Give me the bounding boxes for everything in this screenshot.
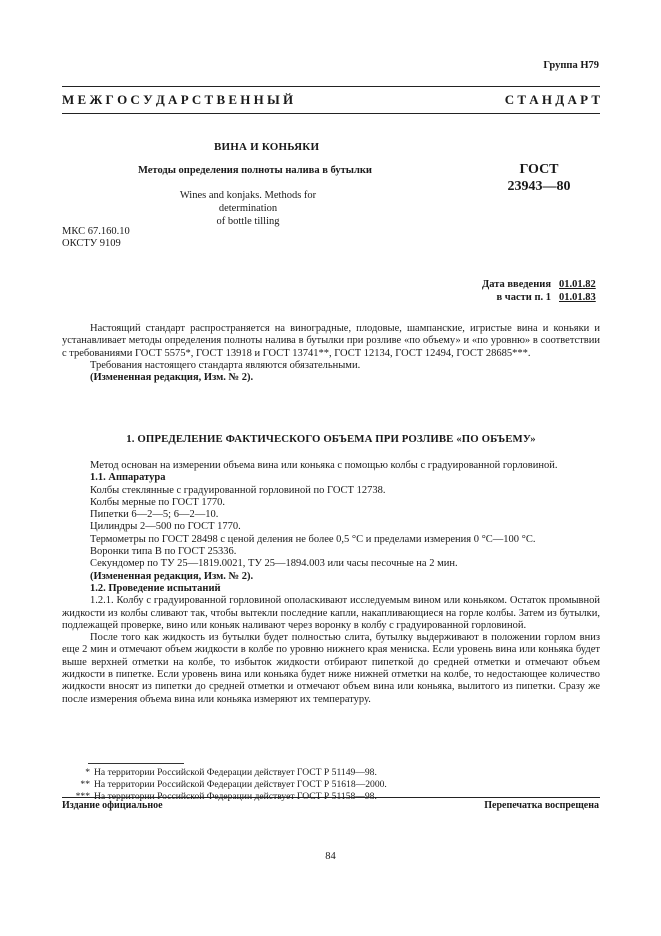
intro-date-value: 01.01.82	[559, 279, 596, 290]
banner-word-standard: С Т А Н Д А Р Т	[504, 92, 600, 107]
page-number: 84	[325, 851, 336, 862]
paragraph-1-2-1: 1.2.1. Колбу с градуированной горловиной ополаскивают исследуемым вином или коньяком. Остаток промывной жидкости из колбы сливают так, чтобы вытекли последние капли, накапливающиеся на горле колбы. Затем из бутылки, подлежащей проверке, вино или коньяк наливают через воронку в колбу с градуированной горловиной.	[62, 595, 600, 631]
document-title: ВИНА И КОНЬЯКИ	[214, 141, 320, 153]
english-title-line-2: of bottle tilling	[216, 216, 280, 227]
classification-codes	[62, 226, 130, 250]
equipment-item: Секундомер по ТУ 25—1819.0021, ТУ 25—1894.003 или часы песочные на 2 мин.	[90, 558, 458, 570]
gost-number: 23943—80	[507, 179, 571, 194]
footnote-mark: *	[85, 767, 90, 778]
footnote-rule	[88, 763, 184, 764]
english-title-line-1: Wines and konjaks. Methods for determination	[179, 190, 317, 214]
part-date-value: 01.01.83	[559, 292, 596, 303]
intro-mandatory: Требования настоящего стандарта являются обязательными.	[90, 359, 361, 371]
okstu-code: ОКСТУ 9109	[62, 238, 121, 249]
footnote-text: На территории Российской Федерации действует ГОСТ Р 51618—2000.	[94, 779, 387, 791]
equipment-item: Колбы стеклянные с градуированной горловиной по ГОСТ 12738.	[90, 484, 386, 496]
intro-date-label: Дата введения	[482, 279, 551, 290]
banner-bottom-rule	[62, 113, 600, 114]
equipment-item: Пипетки 6—2—5; 6—2—10.	[90, 509, 219, 521]
footnote-text: На территории Российской Федерации действует ГОСТ Р 51149—98.	[94, 767, 377, 778]
gost-designation	[484, 161, 594, 195]
section-1-heading: 1. ОПРЕДЕЛЕНИЕ ФАКТИЧЕСКОГО ОБЪЕМА ПРИ РОЗЛИВЕ «ПО ОБЪЕМУ»	[126, 433, 536, 445]
footnotes	[50, 767, 387, 804]
gost-label: ГОСТ	[519, 162, 559, 177]
part-date-row	[482, 291, 599, 304]
equipment-item: Воронки типа В по ГОСТ 25336.	[90, 546, 237, 558]
subsection-1-2-heading: 1.2. Проведение испытаний	[90, 582, 221, 594]
banner-word-interstate: М Е Ж Г О С У Д А Р С Т В Е Н Н Ы Й	[62, 92, 294, 107]
top-rule	[62, 86, 600, 87]
standard-banner	[62, 92, 600, 108]
footnote	[50, 767, 387, 779]
section-1-amendment: (Измененная редакция, Изм. № 2).	[90, 570, 254, 582]
method-paragraph: Метод основан на измерении объема вина или коньяка с помощью колбы с градуированной горловиной.	[90, 460, 558, 471]
group-code: Группа Н79	[543, 60, 599, 71]
equipment-item: Колбы мерные по ГОСТ 1770.	[90, 496, 226, 508]
equipment-item: Цилиндры 2—500 по ГОСТ 1770.	[90, 521, 241, 533]
footer-rule	[62, 797, 600, 798]
mks-code: МКС 67.160.10	[62, 226, 130, 237]
reprint-prohibited: Перепечатка воспрещена	[484, 800, 599, 811]
introduction	[62, 323, 600, 384]
intro-date-row	[482, 278, 599, 291]
subsection-1-1-heading: 1.1. Аппаратура	[90, 472, 166, 484]
paragraph-measurement: После того как жидкость из бутылки будет полностью слита, бутылку выдерживают в положении горлом вниз еще 2 мин и отмечают объем жидкости в колбе по уровню нижнего края мениска. Если уровень вина или коньяка будет выше верхней отметки на колбе, то избыток жидкости отбирают пипеткой до средней отметки и отмечают объем жидкости в пипетке. Если уровень вина или коньяка будет ниже нижней отметки на колбе, то недостающее количество жидкости вносят из пипетки до средней отметки и отмечают объем вина или коньяка, вылитого из пипетки. Сразу же после измерения объема вина или коньяка измеряют их температуру.	[62, 632, 600, 705]
footnote	[50, 779, 387, 791]
intro-amendment: (Измененная редакция, Изм. № 2).	[90, 372, 254, 384]
footnote-text: На территории Российской Федерации действует ГОСТ Р 51158—98.	[94, 791, 377, 803]
section-1-body	[62, 460, 600, 706]
footnote-mark: **	[80, 779, 90, 791]
equipment-item: Термометры по ГОСТ 28498 с ценой деления не более 0,5 °С и пределами измерения 0 °С—100 °С.	[90, 533, 536, 545]
intro-paragraph: Настоящий стандарт распространяется на виноградные, плодовые, шампанские, игристые вина и коньяки и устанавливает методы определения полноты налива в бутылки при розливе «по объему» и «по уровню» в соответствии с требованиями ГОСТ 5575*, ГОСТ 13918 и ГОСТ 13741**, ГОСТ 12134, ГОСТ 12494, ГОСТ 28685***.	[62, 323, 600, 359]
part-date-label: в части п. 1	[496, 292, 551, 303]
effective-dates	[482, 278, 599, 304]
footnote-mark: ***	[75, 791, 90, 803]
document-subtitle: Методы определения полноты налива в бутылки	[138, 165, 372, 176]
official-edition: Издание официальное	[62, 800, 163, 811]
english-title	[160, 189, 336, 228]
